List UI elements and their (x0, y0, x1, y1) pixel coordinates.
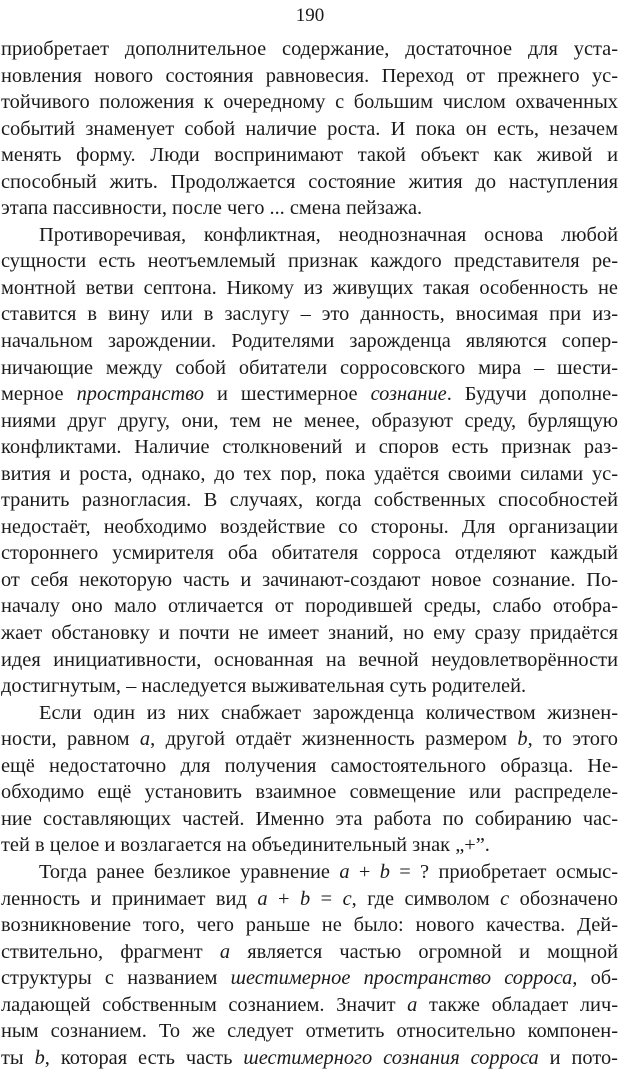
text-segment: способный жить. Продолжается состояние жития до наступления (1, 170, 618, 193)
text-segment: конфликтами. Наличие столкновений и споров есть признак раз- (1, 436, 618, 459)
text-segment: + (267, 887, 300, 910)
text-line (1, 620, 618, 647)
italic-text: b (299, 887, 311, 910)
text-segment: сущности есть неотъемлемый признак каждого представителя ре- (1, 250, 618, 273)
text-segment: транить разногласия. В случаях, когда собственных способностей (1, 489, 618, 512)
text-segment: идея инициативности, основанная на вечной неудовлетворённости (1, 648, 618, 671)
text-segment: ничающие между собой обитатели сорросовского мира – шести- (1, 356, 618, 379)
body-text (1, 36, 618, 1071)
text-line (1, 169, 618, 196)
text-line (1, 381, 618, 408)
text-line (1, 222, 618, 249)
text-line (1, 1045, 618, 1071)
italic-text: с (500, 887, 510, 910)
text-line (1, 886, 618, 913)
text-segment: тойчивого положения к очередному с большим числом охваченных (1, 91, 618, 114)
text-segment: мерное (1, 383, 77, 406)
italic-text: шестимерного сознания сорроса (243, 1046, 539, 1069)
text-line (1, 939, 618, 966)
italic-text: c (342, 887, 352, 910)
text-line (1, 36, 618, 63)
text-segment: = (310, 887, 343, 910)
text-line (1, 434, 618, 461)
italic-text: b (34, 1046, 45, 1069)
text-line (1, 965, 618, 992)
text-segment: , то этого (527, 728, 618, 751)
italic-text: а (139, 728, 151, 751)
text-segment: , которая есть часть (44, 1046, 244, 1069)
text-segment: обходимо ещё установить взаимное совмещение или распределе- (1, 781, 618, 804)
text-segment: , где символом (351, 887, 501, 910)
text-line (1, 328, 618, 355)
text-line (1, 700, 618, 727)
italic-text: пространство (76, 383, 204, 406)
text-line (1, 275, 618, 302)
text-segment: менять форму. Люди воспринимают такой объект как живой и (1, 144, 618, 167)
text-line (1, 593, 618, 620)
text-segment: ности, равном (1, 728, 140, 751)
text-segment: приобретает дополнительное содержание, достаточное для уста- (1, 38, 618, 60)
text-segment: ставится в вину или в заслугу – это данность, вносимая при из- (1, 303, 618, 326)
text-segment: об- (577, 967, 618, 990)
text-line (1, 806, 618, 833)
text-line (1, 859, 618, 886)
text-segment: событий знаменует собой наличие роста. И пока он есть, незачем (1, 117, 618, 140)
text-segment: этапа пассивности, после чего ... смена пейзажа. (1, 197, 423, 220)
text-segment: также обладает лич- (417, 993, 618, 1016)
text-segment: ствительно, фрагмент (1, 940, 220, 963)
text-segment: от себя некоторую часть и зачинают-создают новое сознание. По- (1, 568, 618, 591)
italic-text: a (257, 887, 268, 910)
text-segment: недостаёт, необходимо воздействие со стороны. Для организации (1, 515, 618, 538)
text-segment: монтной ветви септона. Никому из живущих такая особенность не (1, 276, 618, 299)
text-segment: Если один из них снабжает зарожденца количеством жизнен- (39, 701, 618, 724)
text-line (1, 63, 618, 90)
text-line (1, 116, 618, 143)
text-segment: начальном зарождении. Родителями зарожденца являются сопер- (1, 330, 618, 353)
text-segment: , другой отдаёт жизненность размером (150, 728, 518, 751)
text-segment: ленность и принимает вид (1, 887, 258, 910)
text-line (1, 408, 618, 435)
text-segment: ты (1, 1046, 35, 1069)
text-segment: = ? приобретает осмыс- (389, 860, 618, 883)
text-segment: достигнутым, – наследуется выживательная суть родителей. (1, 675, 527, 698)
text-segment: тей в целое и возлагается на объединительный знак „+”. (1, 834, 490, 857)
text-line (1, 461, 618, 488)
text-segment: ещё недостаточно для получения самостоятельного образца. Не- (1, 754, 618, 777)
text-segment: и шестимерное (203, 383, 371, 406)
text-segment: Тогда ранее безликое уравнение (39, 860, 340, 883)
text-line (1, 514, 618, 541)
text-segment: возникновение того, чего раньше не было: нового качества. Дей- (1, 914, 618, 937)
text-segment: стороннего усмирителя оба обитателя сорроса отделяют каждый (1, 542, 618, 565)
italic-text: шестимерное пространство сорроса, (230, 967, 578, 990)
text-line (1, 992, 618, 1019)
text-segment: жает обстановку и почти не имеет знаний, но ему сразу придаётся (1, 622, 618, 645)
text-line (1, 301, 618, 328)
text-line (1, 912, 618, 939)
text-segment: вития и роста, однако, до тех пор, пока удаётся своими силами ус- (1, 462, 618, 485)
italic-text: b (379, 860, 390, 883)
text-line (1, 647, 618, 674)
text-segment: ние составляющих частей. Именно эта работа по собиранию час- (1, 807, 618, 830)
text-line (1, 567, 618, 594)
text-segment: ниями друг другу, они, тем не менее, образуют среду, бурлящую (1, 409, 618, 432)
text-line (1, 673, 618, 700)
text-line (1, 726, 618, 753)
text-segment: ладающей собственным сознанием. Значит (1, 993, 408, 1016)
text-line (1, 832, 618, 859)
text-line (1, 779, 618, 806)
text-segment: является частью огромной и мощной (230, 940, 619, 963)
text-segment: началу оно мало отличается от породившей среды, слабо отобра- (1, 595, 618, 618)
text-segment: новления нового состояния равновесия. Переход от прежнего ус- (1, 64, 618, 87)
text-line (1, 248, 618, 275)
text-line (1, 487, 618, 514)
italic-text: сознание (370, 383, 447, 406)
text-segment: и пото- (538, 1046, 618, 1069)
text-segment: Противоречивая, конфликтная, неоднозначная основа любой (39, 223, 618, 246)
text-line (1, 753, 618, 780)
text-segment: + (349, 860, 380, 883)
text-segment: . Будучи дополне- (446, 383, 618, 406)
italic-text: а (219, 940, 231, 963)
text-segment: структуры с названием (1, 967, 231, 990)
text-line (1, 540, 618, 567)
page-number: 190 (295, 5, 325, 26)
text-segment: обозначено (509, 887, 618, 910)
text-line (1, 89, 618, 116)
text-line (1, 142, 618, 169)
text-line (1, 355, 618, 382)
italic-text: а (339, 860, 350, 883)
text-segment: ным сознанием. То же следует отметить относительно компонен- (1, 1020, 618, 1043)
italic-text: а (407, 993, 418, 1016)
text-line (1, 195, 618, 222)
italic-text: b (517, 728, 528, 751)
